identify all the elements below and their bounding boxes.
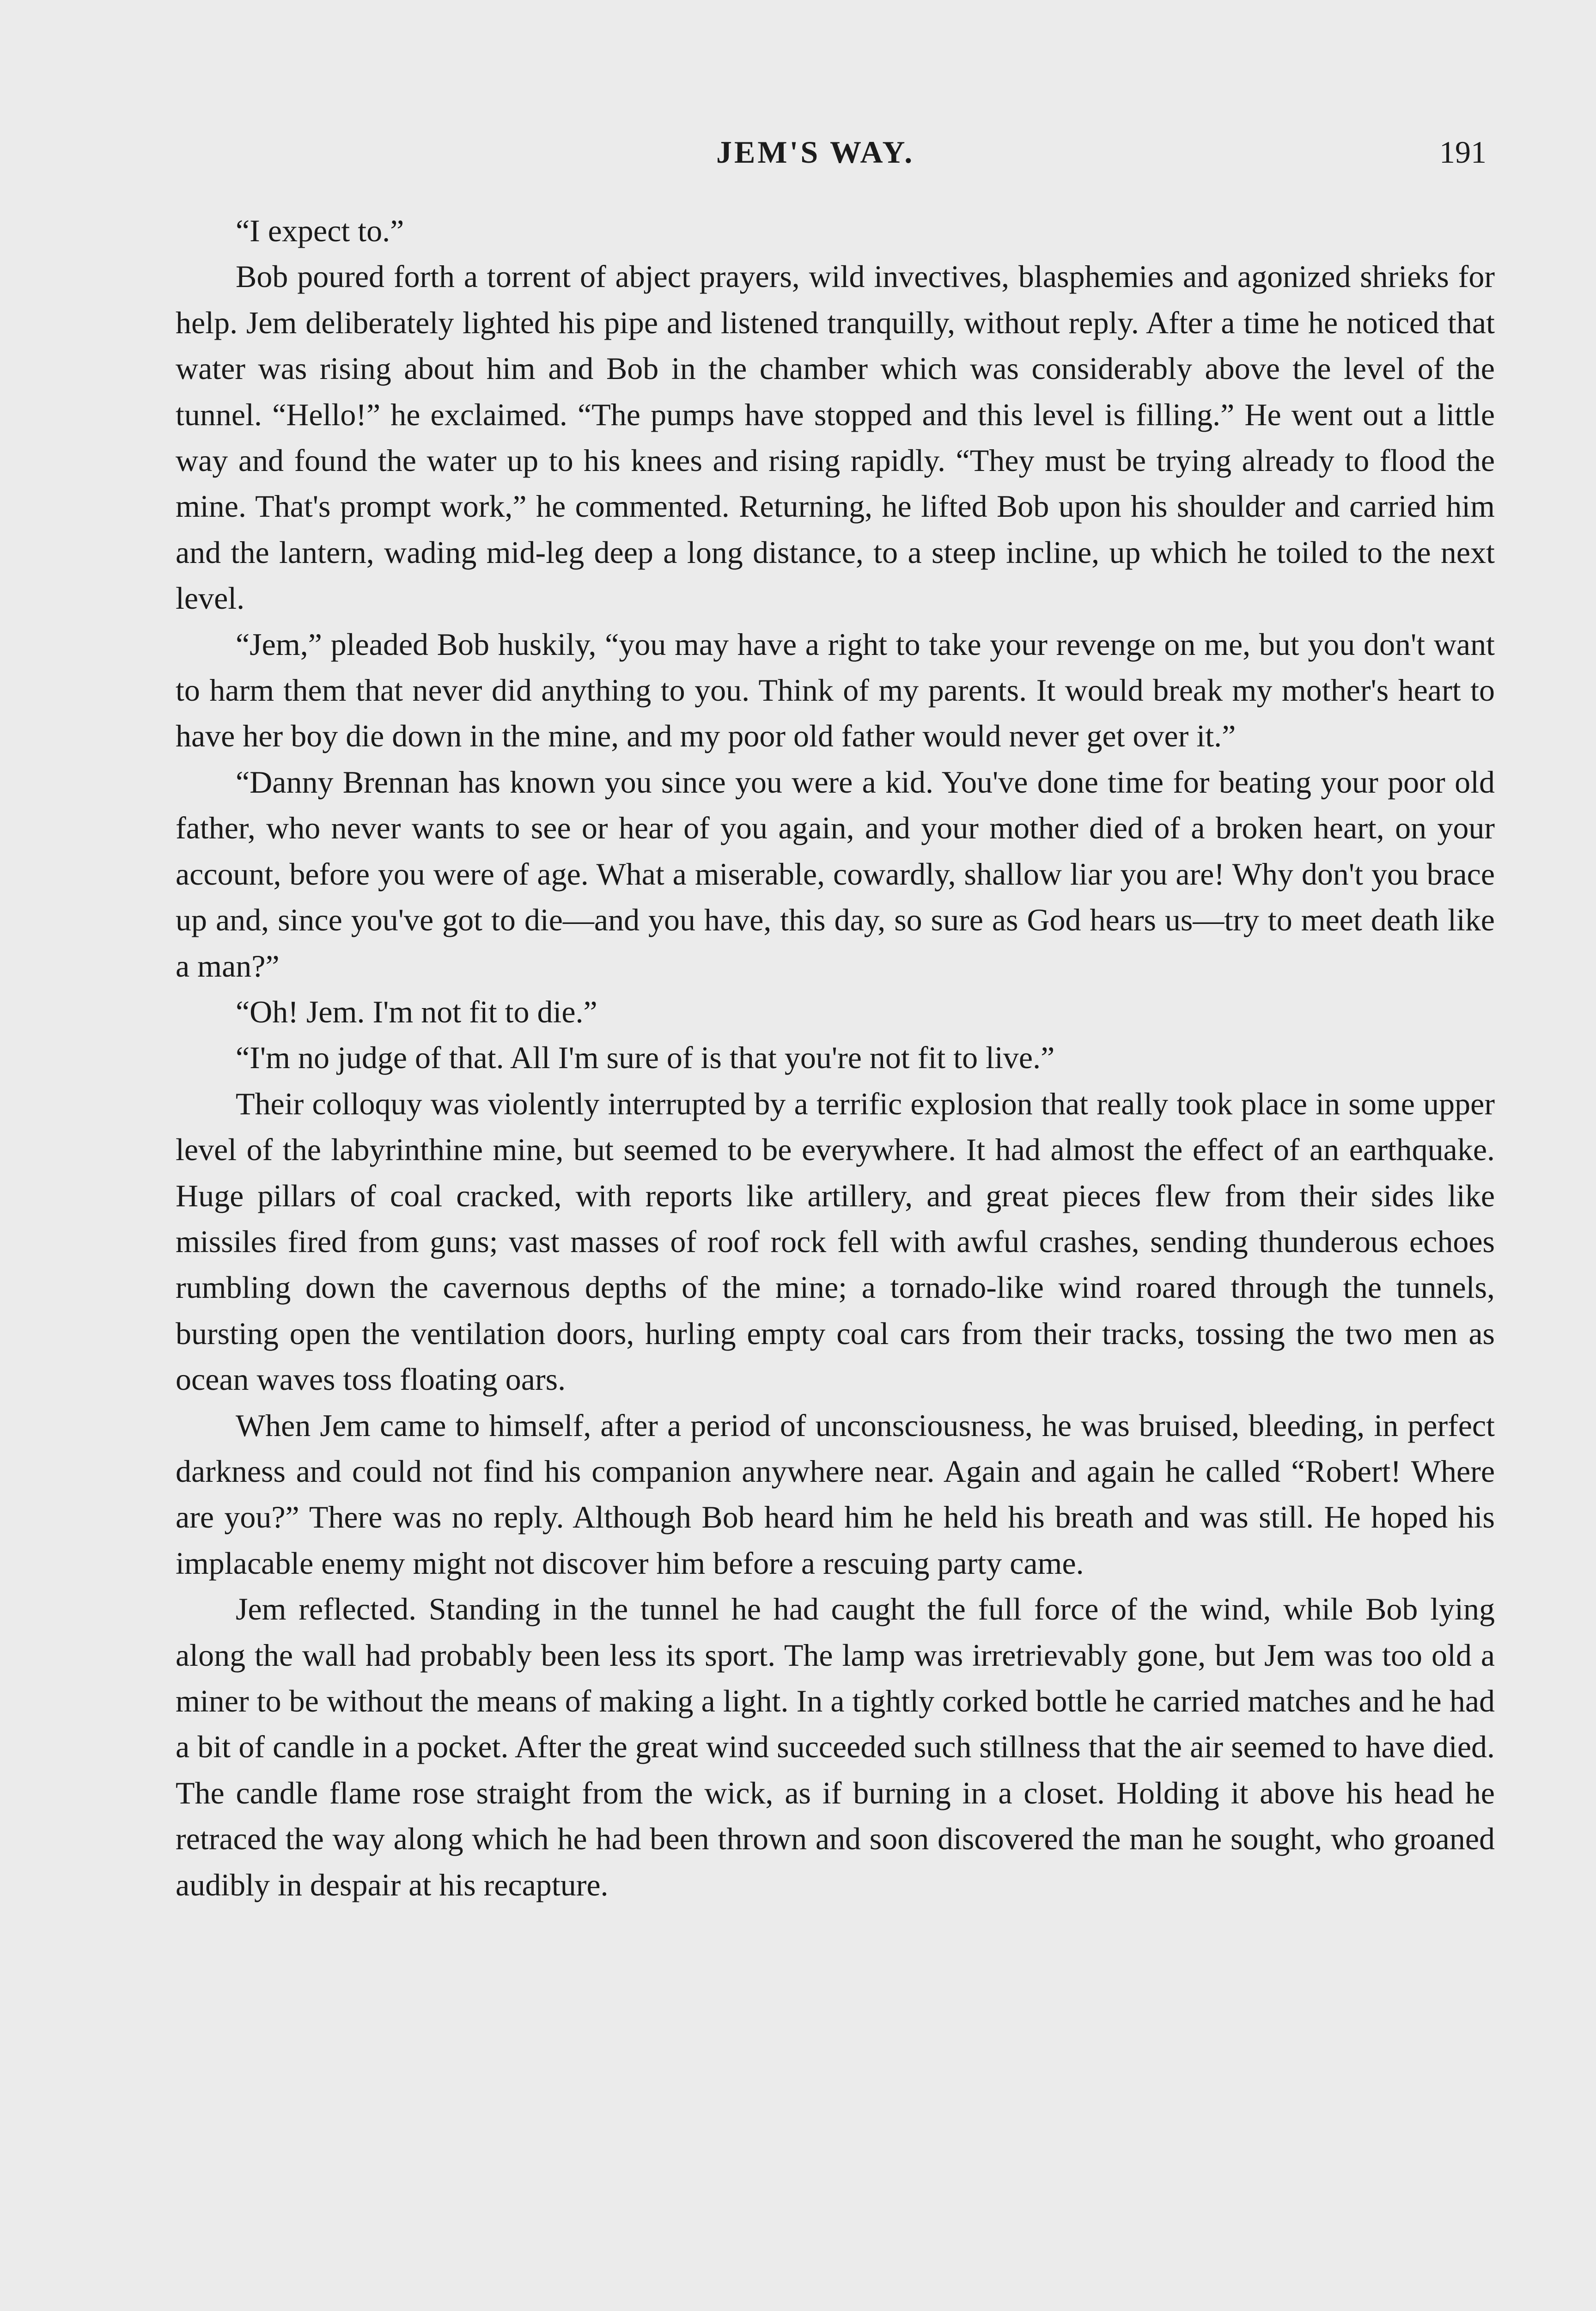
paragraph: Their colloquy was violently interrupted by a terrific explosion that really took place in some upper level of the labyrinthine mine, but seemed to be everywhere. It had almost the effect of an earthquake. Huge pillars of coal cracked, with reports like artillery, and great pieces flew from their sides like missiles fired from guns; vast masses of roof rock fell with awful crashes, sending thunderous echoes rumbling down the cavernous depths of the mine; a tornado-like wind roared through the tunnels, bursting open the ventilation doors, hurling empty coal cars from their tracks, tossing the two men as ocean waves toss floating oars. — [176, 1086, 1495, 1397]
paragraph: “Jem,” pleaded Bob huskily, “you may have a right to take your revenge on me, but you don't want to harm them that never did anything to you. Think of my parents. It would break my mother's heart to have her boy die down in the mine, and my poor old father would never get over it.” — [176, 626, 1495, 754]
paragraph: Jem reflected. Standing in the tunnel he had caught the full force of the wind, while Bob lying along the wall had probably been less its sport. The lamp was irretrievably gone, but Jem was too old a miner to be without the means of making a light. In a tightly corked bottle he carried matches and he had a bit of candle in a pocket. After the great wind succeeded such stillness that the air seemed to have died. The candle flame rose straight from the wick, as if burning in a closet. Holding it above his head he retraced the way along which he had been thrown and soon discovered the man he sought, who groaned audibly in despair at his recapture. — [176, 1591, 1495, 1902]
body-text — [176, 208, 1495, 1908]
running-head: JEM'S WAY. — [716, 135, 915, 170]
paragraph: “Oh! Jem. I'm not fit to die.” — [236, 994, 597, 1029]
paragraph: “Danny Brennan has known you since you were a kid. You've done time for beating your poor old father, who never wants to see or hear of you again, and your mother died of a broken heart, on your account, before you were of age. What a miserable, cowardly, shallow liar you are! Why don't you brace up and, since you've got to die—and you have, this day, so sure as God hears us—try to meet death like a man?” — [176, 764, 1495, 984]
page-header — [0, 134, 1596, 180]
page-number: 191 — [1439, 135, 1486, 170]
paragraph: Bob poured forth a torrent of abject prayers, wild invectives, blasphemies and agonized shrieks for help. Jem deliberately lighted his pipe and listened tranquilly, without reply. After a time he noticed that water was rising about him and Bob in the chamber which was considerably above the level of the tunnel. “Hello!” he exclaimed. “The pumps have stopped and this level is filling.” He went out a little way and found the water up to his knees and rising rapidly. “They must be trying already to flood the mine. That's prompt work,” he commented. Returning, he lifted Bob upon his shoulder and carried him and the lantern, wading mid-leg deep a long distance, to a steep incline, up which he toiled to the next level. — [176, 259, 1495, 616]
paragraph: “I expect to.” — [236, 213, 404, 248]
paragraph: “I'm no judge of that. All I'm sure of is that you're not fit to live.” — [236, 1040, 1055, 1076]
paragraph: When Jem came to himself, after a period of unconsciousness, he was bruised, bleeding, in perfect darkness and could not find his companion anywhere near. Again and again he called “Robert! Where are you?” There was no reply. Although Bob heard him he held his breath and was still. He hoped his implacable enemy might not discover him before a rescuing party came. — [176, 1407, 1495, 1581]
